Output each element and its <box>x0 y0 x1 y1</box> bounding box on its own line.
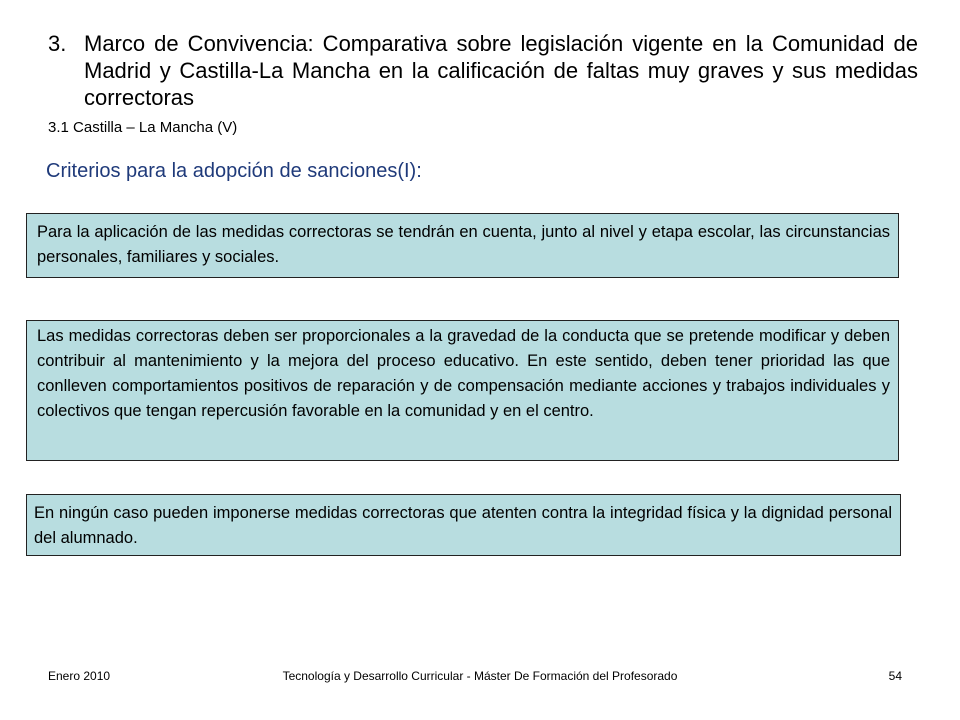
heading-number: 3. <box>48 31 67 56</box>
criteria-title: Criterios para la adopción de sanciones(I): <box>46 160 422 182</box>
page-number: 54 <box>888 669 902 683</box>
footer-date: Enero 2010 <box>48 669 111 683</box>
slide-heading <box>48 30 918 111</box>
text-box-circumstances: Para la aplicación de las medidas correctoras se tendrán en cuenta, junto al nivel y etapa escolar, las circunstancias personales, familiares y sociales. <box>26 213 899 278</box>
footer-title: Tecnología y Desarrollo Curricular - Máster De Formación del Profesorado <box>282 669 678 683</box>
text-box-proportionality: Las medidas correctoras deben ser proporcionales a la gravedad de la conducta que se pretende modificar y deben contribuir al mantenimiento y la mejora del proceso educativo. En este sentido, deben tener prioridad las que conlleven comportamientos positivos de reparación y de compensación mediante acciones y trabajos individuales y colectivos que tengan repercusión favorable en la comunidad y en el centro. <box>26 320 899 461</box>
heading-text: Marco de Convivencia: Comparativa sobre legislación vigente en la Comunidad de Madrid y Castilla-La Mancha en la calificación de faltas muy graves y sus medidas correctoras <box>84 31 918 110</box>
text-box-integrity: En ningún caso pueden imponerse medidas correctoras que atenten contra la integridad física y la dignidad personal del alumnado. <box>26 494 901 556</box>
subheading: 3.1 Castilla – La Mancha (V) <box>48 119 238 136</box>
